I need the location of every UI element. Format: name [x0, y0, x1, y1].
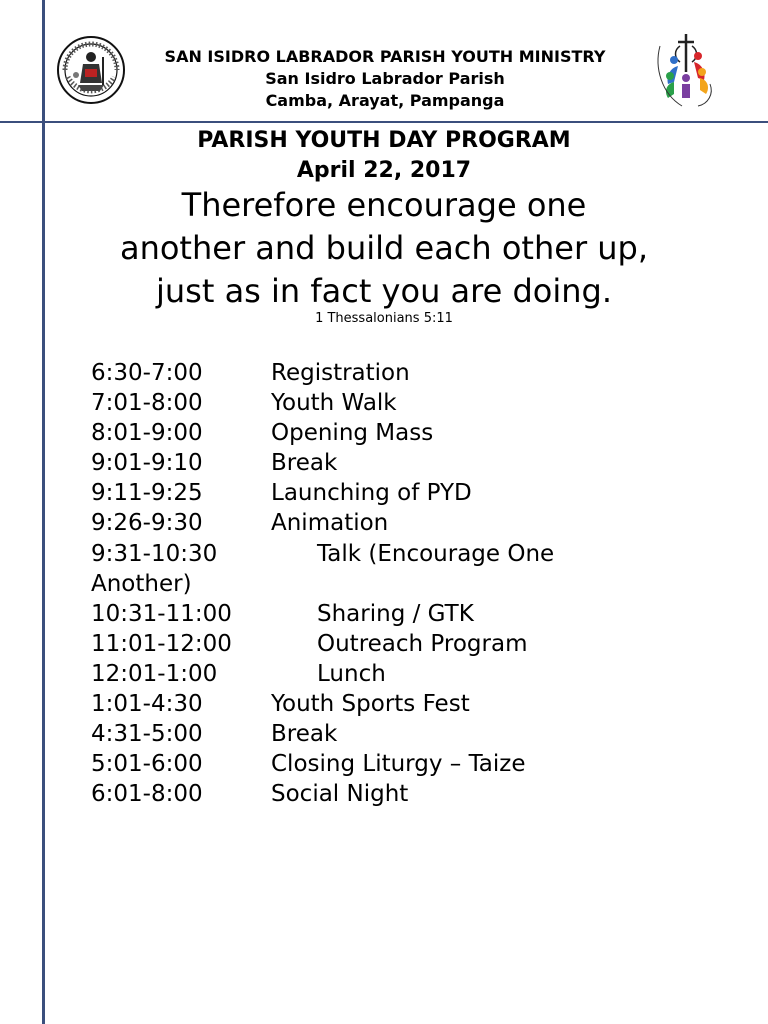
- schedule-activity: Youth Walk: [271, 390, 397, 417]
- schedule-time: 11:01-12:00: [91, 630, 232, 657]
- bible-verse: [45, 184, 723, 313]
- schedule-time: 9:01-9:10: [91, 450, 203, 477]
- schedule-row: [91, 539, 711, 569]
- parish-name: San Isidro Labrador Parish: [265, 69, 505, 88]
- schedule-activity: Break: [271, 721, 338, 748]
- schedule-activity-continuation: Another): [91, 570, 192, 597]
- schedule-time: 6:30-7:00: [91, 360, 203, 386]
- schedule-row: [91, 478, 711, 508]
- program-title: PARISH YOUTH DAY PROGRAM: [197, 128, 571, 153]
- verse-reference: 1 Thessalonians 5:11: [315, 311, 453, 326]
- schedule-time: 1:01-4:30: [91, 691, 203, 718]
- schedule-activity: Registration: [271, 360, 410, 386]
- schedule-row: [91, 689, 711, 719]
- schedule-row: [91, 629, 711, 659]
- header-divider: [0, 121, 768, 123]
- schedule-row: [91, 388, 711, 418]
- schedule-time: 6:01-8:00: [91, 781, 203, 808]
- schedule-row: [91, 779, 711, 809]
- schedule-row: [91, 358, 711, 388]
- program-date: April 22, 2017: [296, 158, 472, 183]
- schedule-time: 9:31-10:30: [91, 540, 218, 567]
- verse-line: Therefore encourage one: [181, 186, 587, 224]
- schedule-activity: Lunch: [317, 660, 386, 687]
- schedule-row: [91, 749, 711, 779]
- schedule-activity: Animation: [271, 510, 389, 537]
- schedule-row: [91, 448, 711, 478]
- org-name: SAN ISIDRO LABRADOR PARISH YOUTH MINISTRY: [164, 47, 606, 66]
- verse-line: just as in fact you are doing.: [156, 272, 612, 310]
- schedule-row: [91, 719, 711, 749]
- schedule-time: 8:01-9:00: [91, 420, 203, 447]
- schedule-time: 4:31-5:00: [91, 721, 203, 748]
- schedule-time: 5:01-6:00: [91, 751, 203, 778]
- schedule-time: 12:01-1:00: [91, 660, 218, 687]
- schedule-time: 7:01-8:00: [91, 390, 203, 417]
- schedule-row: [91, 418, 711, 448]
- schedule-row: [91, 659, 711, 689]
- schedule-row: [91, 599, 711, 629]
- verse-line: another and build each other up,: [119, 229, 649, 267]
- schedule-time: 10:31-11:00: [91, 600, 232, 627]
- schedule-row: [91, 508, 711, 538]
- letterhead: [130, 46, 640, 112]
- schedule-row-continuation: [91, 569, 711, 599]
- parish-seal-icon: [56, 35, 126, 105]
- parish-location: Camba, Arayat, Pampanga: [265, 91, 505, 110]
- schedule-activity: Opening Mass: [271, 420, 434, 447]
- program-schedule: [91, 358, 711, 809]
- schedule-activity: Closing Liturgy – Taize: [271, 751, 526, 778]
- schedule-time: 9:11-9:25: [91, 480, 203, 507]
- schedule-activity: Launching of PYD: [271, 480, 472, 507]
- schedule-activity: Outreach Program: [317, 630, 528, 657]
- schedule-time: 9:26-9:30: [91, 510, 203, 537]
- parish-youth-day-logo-icon: [644, 28, 728, 112]
- schedule-activity: Sharing / GTK: [317, 600, 474, 627]
- schedule-activity: Break: [271, 450, 338, 477]
- schedule-activity: Talk (Encourage One: [317, 540, 555, 567]
- schedule-activity: Social Night: [271, 781, 409, 808]
- schedule-activity: Youth Sports Fest: [271, 691, 470, 718]
